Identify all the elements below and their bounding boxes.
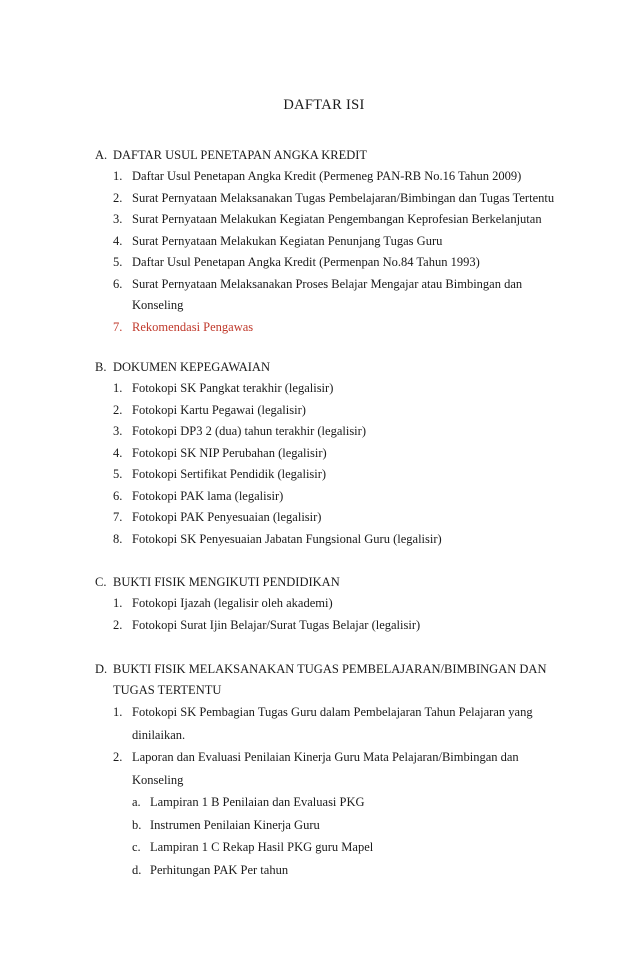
section-letter: B.	[95, 360, 107, 374]
list-item	[95, 464, 575, 486]
list-item	[95, 188, 575, 210]
list-item	[95, 443, 575, 465]
sub-list-item	[95, 836, 575, 859]
section-letter: C.	[95, 575, 107, 589]
item-text: Fotokopi Surat Ijin Belajar/Surat Tugas Belajar (legalisir)	[132, 617, 421, 632]
item-text: Surat Pernyataan Melaksanakan Proses Belajar Mengajar atau Bimbingan dan	[132, 276, 523, 291]
list-item	[95, 209, 575, 231]
item-number: 1.	[113, 169, 123, 183]
item-text: Fotokopi Sertifikat Pendidik (legalisir)	[132, 467, 327, 481]
sub-item-letter: a.	[132, 795, 141, 809]
section-letter: A.	[95, 148, 108, 162]
list-item	[95, 421, 575, 443]
list-item	[95, 593, 575, 615]
section-d-heading	[95, 659, 575, 680]
item-number: 7.	[113, 510, 123, 524]
item-text: Fotokopi PAK Penyesuaian (legalisir)	[132, 510, 322, 524]
page-title: DAFTAR ISI	[283, 97, 365, 113]
item-text: Surat Pernyataan Melakukan Kegiatan Penunjang Tugas Guru	[132, 233, 443, 248]
section-c	[95, 572, 575, 636]
section-letter: D.	[95, 662, 108, 676]
item-number: 3.	[113, 424, 123, 438]
item-text: Fotokopi DP3 2 (dua) tahun terakhir (legalisir)	[132, 424, 366, 438]
item-text-continued: dinilaikan.	[132, 727, 186, 742]
item-text: Fotokopi Ijazah (legalisir oleh akademi)	[132, 596, 333, 610]
item-text: Fotokopi SK Pangkat terakhir (legalisir)	[132, 381, 334, 395]
section-a	[95, 145, 575, 338]
item-number: 2.	[113, 750, 123, 764]
item-text: Fotokopi SK NIP Perubahan (legalisir)	[132, 445, 327, 460]
section-c-heading	[95, 572, 575, 593]
item-number: 8.	[113, 531, 123, 546]
list-item	[95, 166, 575, 188]
section-d-sublist	[95, 791, 575, 881]
sub-item-text: Lampiran 1 C Rekap Hasil PKG guru Mapel	[150, 840, 374, 854]
item-text: Rekomendasi Pengawas	[132, 319, 254, 334]
list-item	[95, 529, 575, 551]
list-item-highlighted	[95, 317, 575, 339]
item-number: 7.	[113, 319, 123, 334]
item-number: 1.	[113, 705, 123, 719]
section-d-heading-continued	[95, 680, 575, 701]
sub-item-text: Lampiran 1 B Penilaian dan Evaluasi PKG	[150, 795, 365, 809]
item-number: 5.	[113, 255, 123, 269]
sub-item-letter: b.	[132, 817, 142, 832]
list-item	[95, 252, 575, 274]
list-item	[95, 400, 575, 422]
item-text: Surat Pernyataan Melaksanakan Tugas Pembelajaran/Bimbingan dan Tugas Tertentu	[132, 190, 555, 205]
list-item	[95, 507, 575, 529]
section-d	[95, 659, 575, 881]
item-number: 2.	[113, 190, 123, 205]
item-text: Daftar Usul Penetapan Angka Kredit (Permenpan No.84 Tahun 1993)	[132, 255, 480, 269]
section-d-list	[95, 701, 575, 791]
section-title: BUKTI FISIK MELAKSANAKAN TUGAS PEMBELAJARAN/BIMBINGAN DAN	[113, 662, 547, 676]
list-item	[95, 701, 575, 746]
list-item	[95, 486, 575, 508]
item-number: 4.	[113, 445, 123, 460]
section-title: DOKUMEN KEPEGAWAIAN	[113, 360, 270, 374]
item-number: 5.	[113, 467, 123, 481]
item-number: 6.	[113, 488, 123, 503]
item-text: Fotokopi PAK lama (legalisir)	[132, 488, 284, 503]
item-text: Fotokopi Kartu Pegawai (legalisir)	[132, 402, 306, 417]
item-number: 1.	[113, 381, 123, 395]
item-number: 3.	[113, 212, 123, 226]
sub-item-letter: d.	[132, 862, 142, 877]
item-text-continued: Konseling	[132, 298, 184, 312]
item-number: 2.	[113, 402, 123, 417]
sub-list-item	[95, 859, 575, 882]
list-item	[95, 231, 575, 253]
item-number: 4.	[113, 233, 123, 248]
section-title-continued: TUGAS TERTENTU	[113, 683, 222, 697]
list-item	[95, 615, 575, 637]
item-number: 1.	[113, 596, 123, 610]
section-a-list	[95, 166, 575, 338]
sub-list-item	[95, 814, 575, 837]
item-number: 6.	[113, 276, 123, 291]
sub-item-text: Instrumen Penilaian Kinerja Guru	[150, 817, 320, 832]
list-item	[95, 378, 575, 400]
sub-item-letter: c.	[132, 840, 141, 854]
section-b	[95, 357, 575, 550]
sub-item-text: Perhitungan PAK Per tahun	[150, 862, 289, 877]
section-title: DAFTAR USUL PENETAPAN ANGKA KREDIT	[113, 148, 368, 162]
item-number: 2.	[113, 617, 123, 632]
item-text: Daftar Usul Penetapan Angka Kredit (Permeneg PAN-RB No.16 Tahun 2009)	[132, 169, 522, 183]
item-text: Fotokopi SK Penyesuaian Jabatan Fungsional Guru (legalisir)	[132, 531, 442, 546]
list-item	[95, 274, 575, 317]
item-text-continued: Konseling	[132, 772, 184, 787]
section-title: BUKTI FISIK MENGIKUTI PENDIDIKAN	[113, 575, 340, 589]
section-a-heading	[95, 145, 575, 166]
sub-list-item	[95, 791, 575, 814]
item-text: Fotokopi SK Pembagian Tugas Guru dalam Pembelajaran Tahun Pelajaran yang	[132, 705, 533, 719]
item-text: Laporan dan Evaluasi Penilaian Kinerja Guru Mata Pelajaran/Bimbingan dan	[132, 750, 519, 764]
section-b-heading	[95, 357, 575, 378]
list-item	[95, 746, 575, 791]
item-text: Surat Pernyataan Melakukan Kegiatan Pengembangan Keprofesian Berkelanjutan	[132, 212, 542, 226]
section-b-list	[95, 378, 575, 550]
section-c-list	[95, 593, 575, 636]
